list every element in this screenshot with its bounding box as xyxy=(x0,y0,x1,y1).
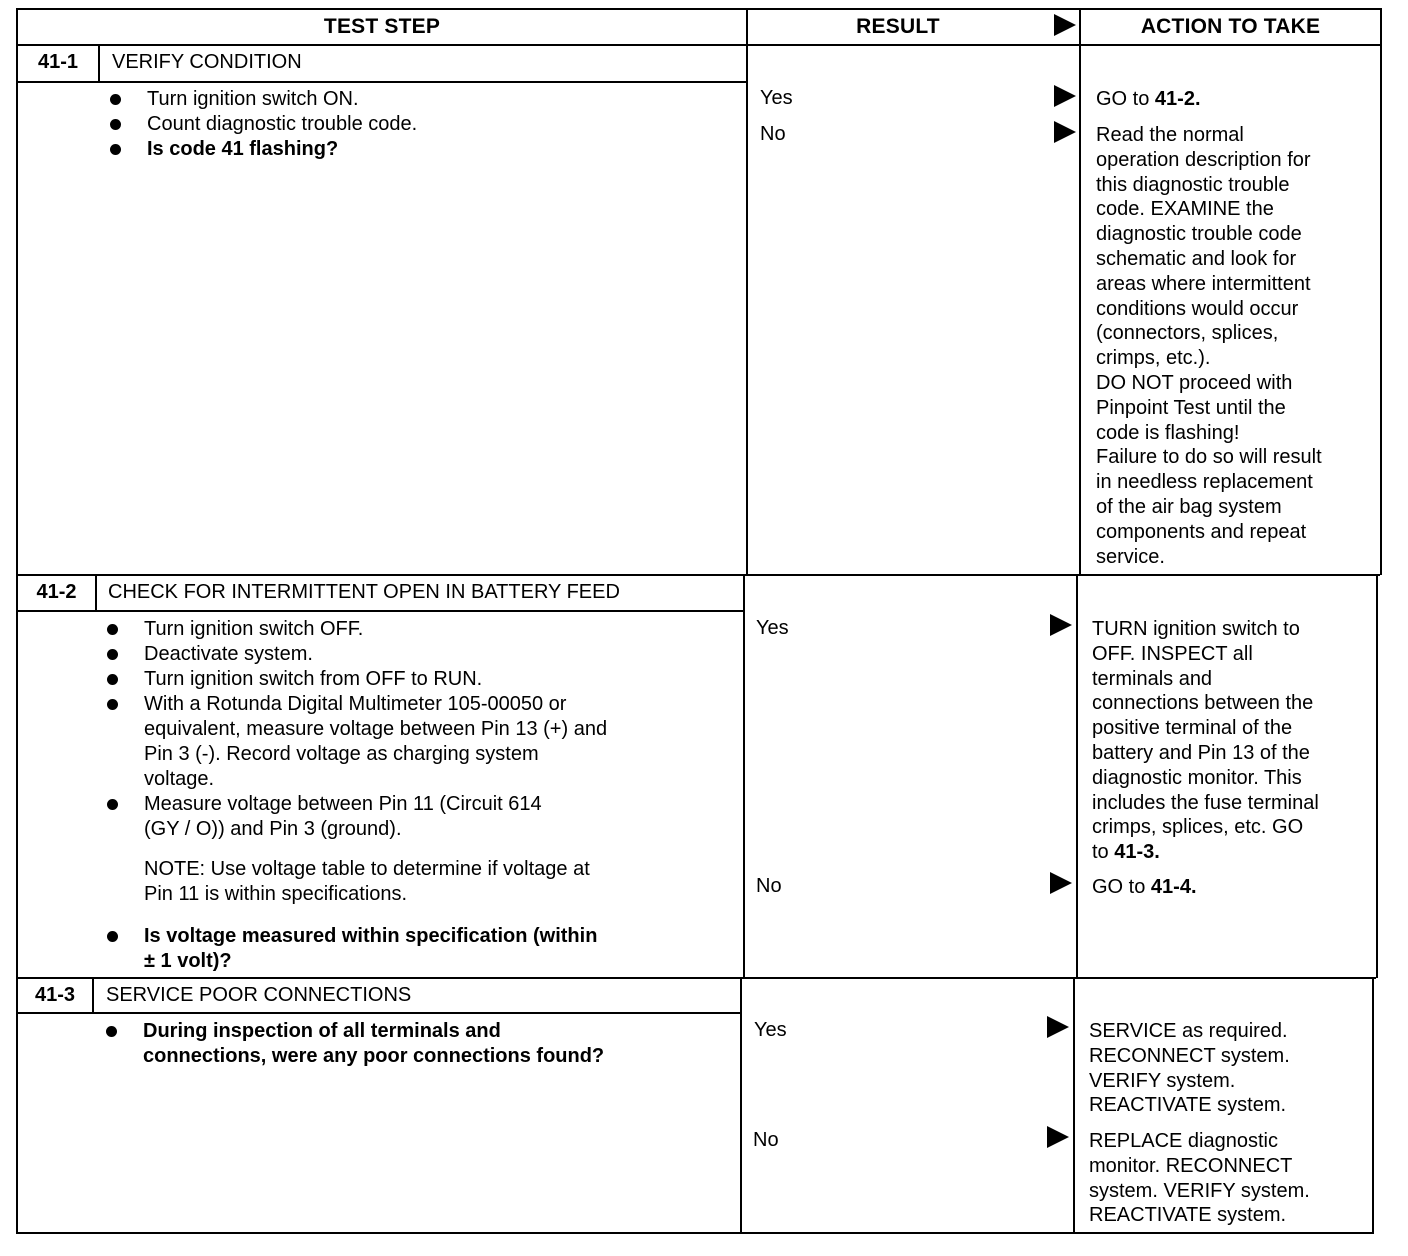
result-yes: Yes xyxy=(756,617,789,639)
action-text: SERVICE as required. RECONNECT system. VERIFY system. REACTIVATE system. xyxy=(1089,1020,1290,1117)
header-bottom-border xyxy=(16,44,1382,46)
bullet-icon xyxy=(107,931,118,942)
table-left-border xyxy=(16,8,18,1234)
step-title-underline xyxy=(16,1012,741,1014)
bullet-icon xyxy=(107,624,118,635)
result-no: No xyxy=(756,875,782,897)
list-item: Is code 41 flashing? xyxy=(110,137,417,162)
result-no: No xyxy=(760,123,786,145)
action-col-divider xyxy=(1076,575,1078,978)
result-col-divider xyxy=(740,978,742,1234)
step-title: CHECK FOR INTERMITTENT OPEN IN BATTERY FEED xyxy=(108,581,620,603)
header-action: ACTION TO TAKE xyxy=(1140,15,1321,38)
step-bullets xyxy=(106,1019,604,1069)
step-number: 41-3 xyxy=(34,984,76,1006)
action-text: GO to 41-2. xyxy=(1096,88,1201,110)
action-col-divider xyxy=(1073,978,1075,1234)
right-arrow-icon xyxy=(1047,1016,1069,1038)
result-yes: Yes xyxy=(760,87,793,109)
list-item: Turn ignition switch ON. xyxy=(110,87,417,112)
right-arrow-icon xyxy=(1054,121,1076,143)
action-text: GO to 41-4. xyxy=(1092,876,1197,898)
step-number: 41-1 xyxy=(37,51,79,73)
action-col-divider xyxy=(1079,8,1081,575)
bullet-icon xyxy=(106,1026,117,1037)
bullet-icon xyxy=(110,144,121,155)
row-separator xyxy=(16,977,1376,979)
step-bullets xyxy=(110,87,417,162)
list-item: Turn ignition switch from OFF to RUN. xyxy=(107,667,607,692)
list-item: During inspection of all terminals and connections, were any poor connections found? xyxy=(106,1019,604,1069)
right-arrow-icon xyxy=(1047,1126,1069,1148)
bullet-icon xyxy=(107,799,118,810)
right-arrow-icon xyxy=(1050,614,1072,636)
action-text: TURN ignition switch to OFF. INSPECT all terminals and connections between the positive terminal of the battery and Pin 13 of the diagnostic monitor. This includes the fuse terminal crimps, splices, etc. GO to 41-3. xyxy=(1092,618,1319,864)
list-item: Measure voltage between Pin 11 (Circuit 614 (GY / O)) and Pin 3 (ground). xyxy=(107,792,607,842)
step-title-underline xyxy=(16,610,744,612)
right-arrow-icon xyxy=(1054,14,1076,36)
list-item: With a Rotunda Digital Multimeter 105-00050 or equivalent, measure voltage between Pin 13 (+) and Pin 3 (-). Record voltage as charging system voltage. xyxy=(107,692,607,792)
step-title-underline xyxy=(16,81,747,83)
step-number: 41-2 xyxy=(36,581,77,603)
bullet-icon xyxy=(107,674,118,685)
step-title: SERVICE POOR CONNECTIONS xyxy=(106,984,412,1006)
list-item: Count diagnostic trouble code. xyxy=(110,112,417,137)
list-item: Is voltage measured within specification (within ± 1 volt)? xyxy=(107,924,607,974)
row-separator xyxy=(16,574,1380,576)
header-test-step: TEST STEP xyxy=(323,15,441,38)
header-result: RESULT xyxy=(856,15,940,38)
right-arrow-icon xyxy=(1050,872,1072,894)
step-number-divider xyxy=(95,575,97,611)
bullet-icon xyxy=(107,649,118,660)
bullet-icon xyxy=(107,699,118,710)
result-col-divider xyxy=(743,575,745,978)
table-right-border xyxy=(1380,8,1382,575)
action-text: REPLACE diagnostic monitor. RECONNECT system. VERIFY system. REACTIVATE system. xyxy=(1089,1130,1310,1227)
step-title: VERIFY CONDITION xyxy=(112,51,302,73)
table-bottom-border xyxy=(16,1232,1374,1234)
right-arrow-icon xyxy=(1054,85,1076,107)
note-text: NOTE: Use voltage table to determine if voltage at Pin 11 is within specifications. xyxy=(144,858,590,905)
result-no: No xyxy=(753,1129,779,1151)
list-item: Turn ignition switch OFF. xyxy=(107,617,607,642)
result-yes: Yes xyxy=(754,1019,787,1041)
step-number-divider xyxy=(98,44,100,82)
action-text: Read the normal operation description for this diagnostic trouble code. EXAMINE the diagnostic trouble code schematic and look for areas where intermittent conditions would occur (connectors, splices, crimps, etc.). DO NOT proceed with Pinpoint Test until the code is flashing! Failure to do so will result in needless replacement of the air bag system components and repeat service. xyxy=(1096,124,1322,568)
result-col-divider xyxy=(746,8,748,575)
bullet-icon xyxy=(110,94,121,105)
bullet-icon xyxy=(110,119,121,130)
table-right-border xyxy=(1372,978,1374,1234)
step-bullets xyxy=(107,617,607,974)
list-item: Deactivate system. xyxy=(107,642,607,667)
step-number-divider xyxy=(92,978,94,1013)
table-right-border xyxy=(1376,575,1378,978)
